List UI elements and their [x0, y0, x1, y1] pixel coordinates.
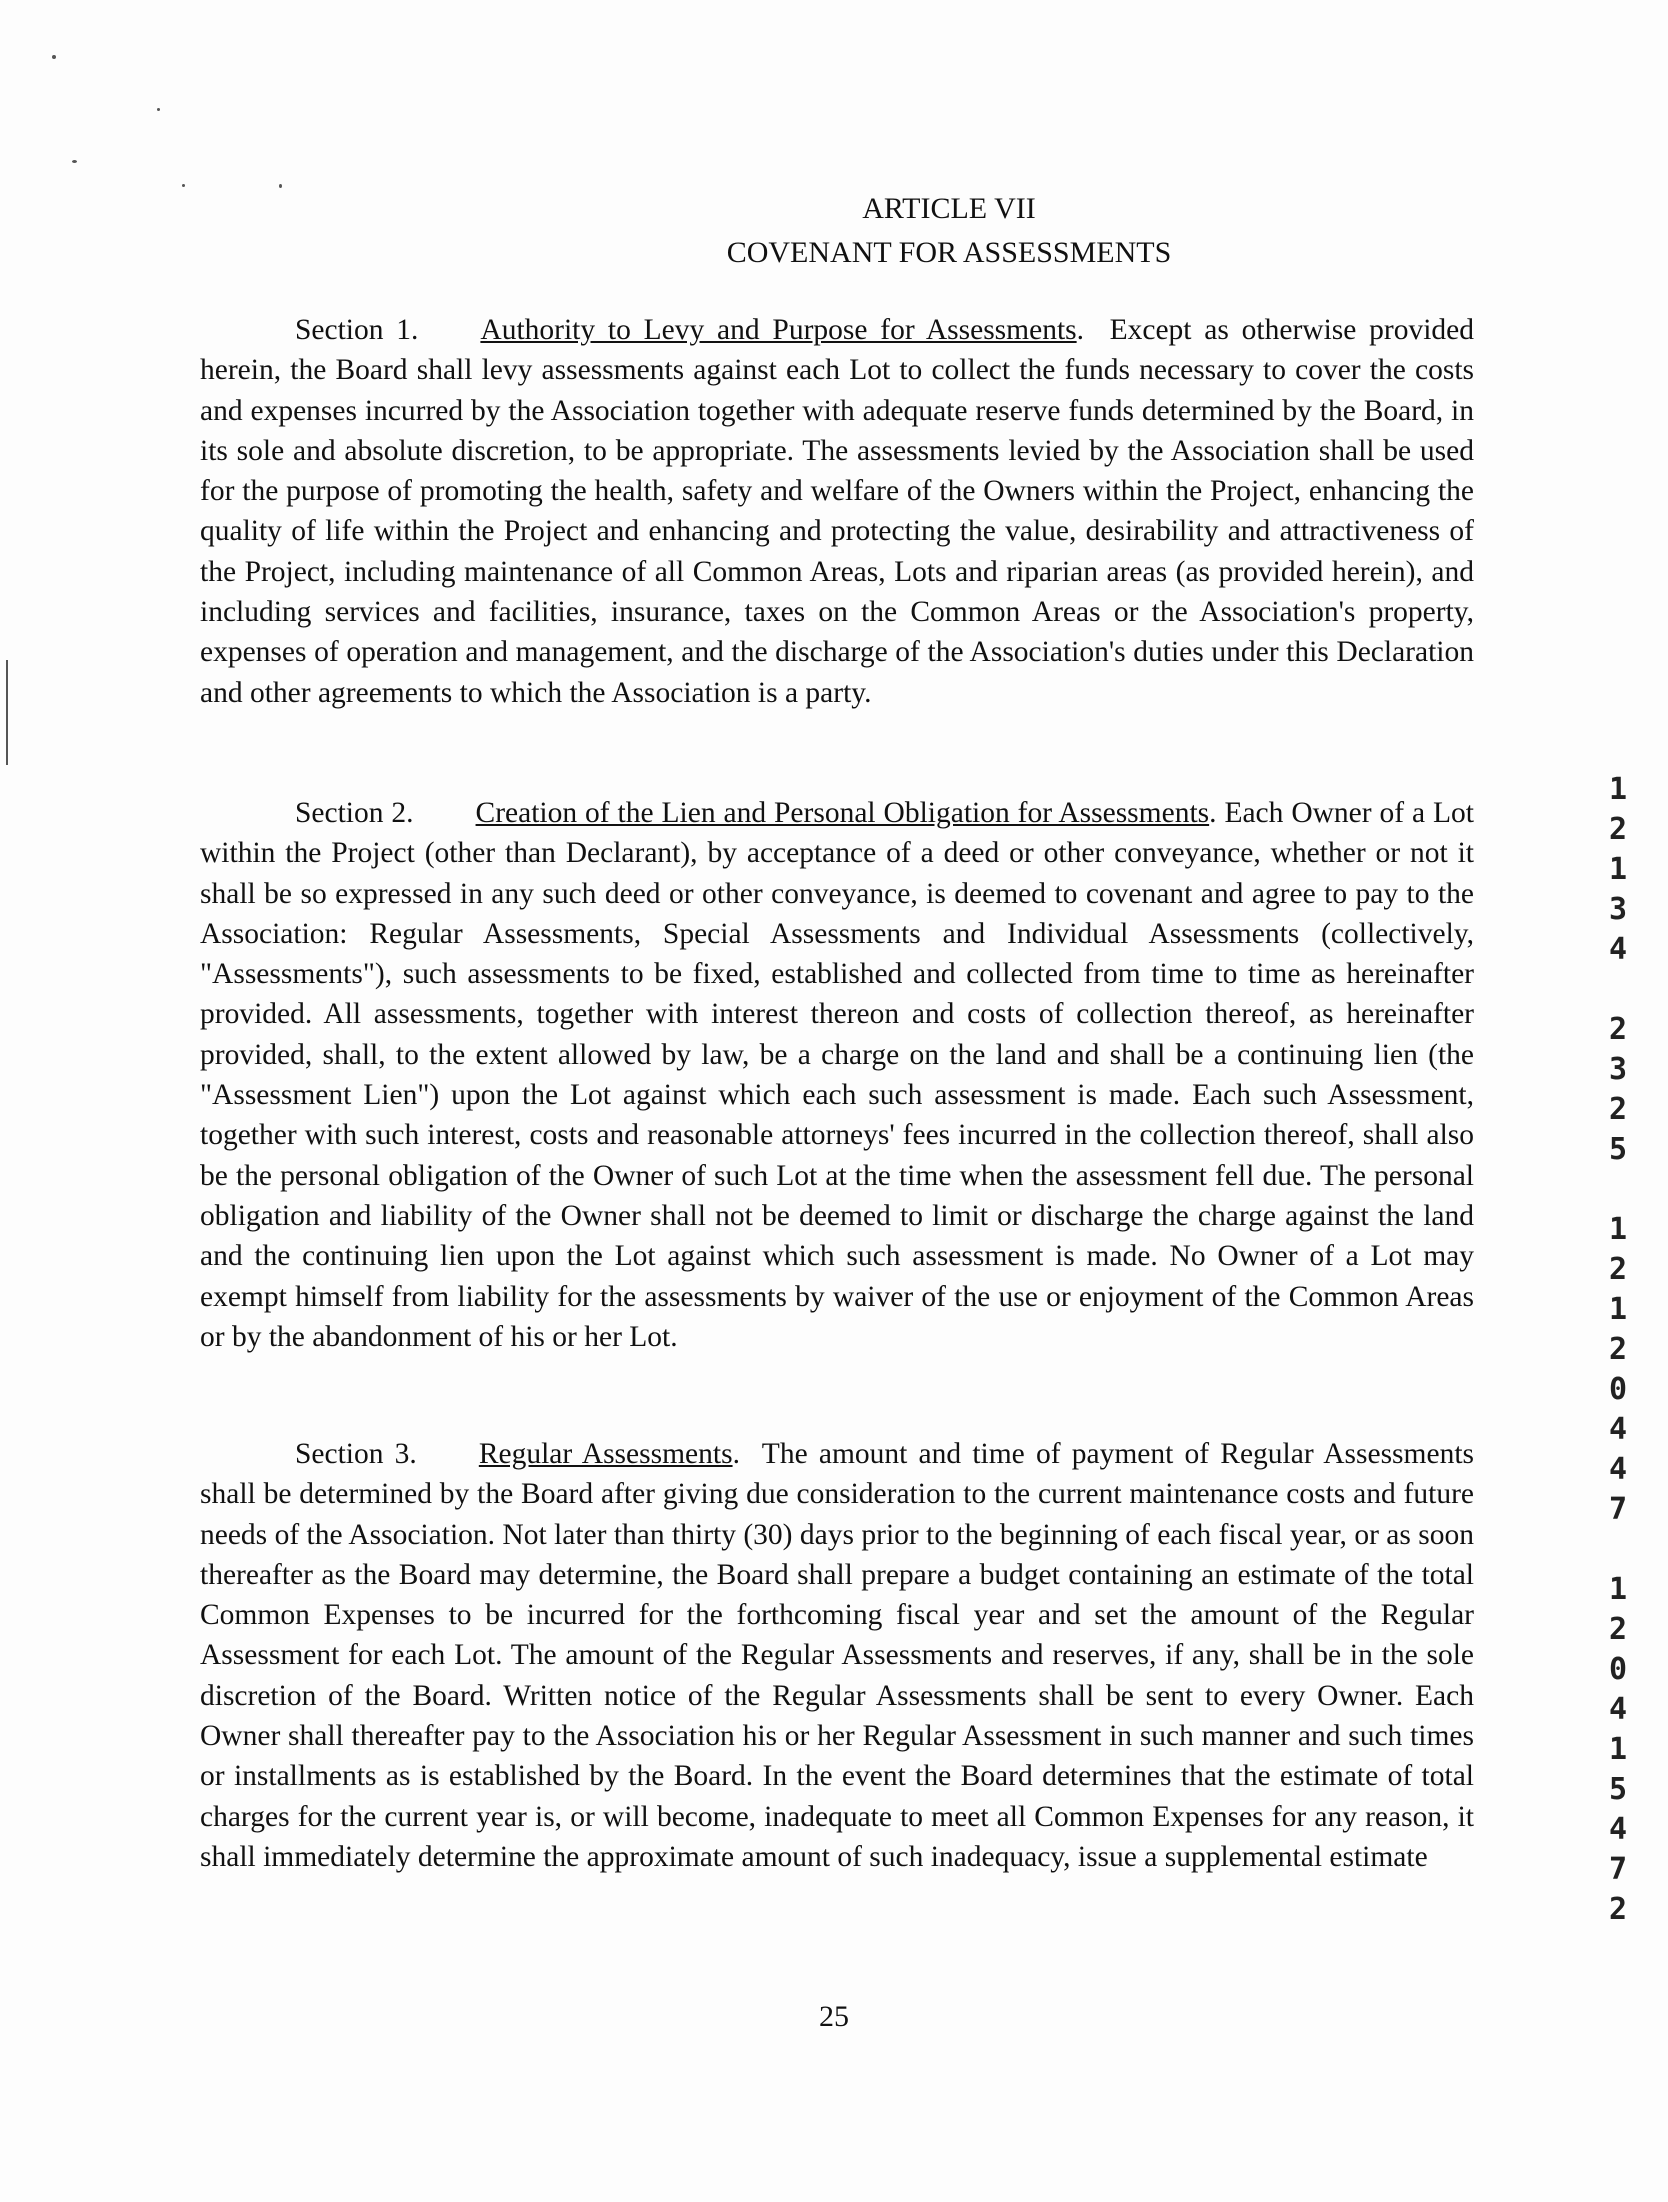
stamp-digit: 4 — [1608, 1692, 1628, 1727]
section-text: The amount and time of payment of Regular Assessments shall be determined by the Board after giving due consideration to the current maintenance costs and future needs of the Association. Not later than thirty (30) days prior to the beginning of each fiscal year, or as soon thereafter as the Board may determine, the Board shall prepare a budget containing an estimate of the total Common Expenses to be incurred for the forthcoming fiscal year and set the amount of the Regular Assessment for each Lot. The amount of the Regular Assessments and reserves, if any, shall be in the sole discretion of the Board. Written notice of the Regular Assessments shall be sent to every Owner. Each Owner shall thereafter pay to the Association his or her Regular Assessment in such manner and such times or installments as is established by the Board. In the event the Board determines that the estimate of total charges for the current year is, or will become, inadequate to meet all Common Expenses for any reason, it shall immediately determine the approximate amount of such inadequacy, issue a supplemental estimate — [200, 1438, 1474, 1873]
section-2 — [200, 793, 1474, 1357]
stamp-digit: 2 — [1608, 1612, 1628, 1647]
stamp-digit: 3 — [1608, 1052, 1628, 1087]
scan-speck — [52, 55, 56, 59]
stamp-digit — [1598, 1170, 1638, 1210]
article-heading — [0, 187, 1668, 275]
stamp-digit: 1 — [1608, 1292, 1628, 1327]
stamp-digit: 2 — [1608, 812, 1628, 847]
section-title: Authority to Levy and Purpose for Assessments — [480, 314, 1077, 346]
stamp-digit: 2 — [1608, 1252, 1628, 1287]
stamp-digit: 1 — [1608, 772, 1628, 807]
scan-speck — [157, 108, 160, 111]
stamp-digit: 7 — [1608, 1492, 1628, 1527]
stamp-digit: 4 — [1608, 1412, 1628, 1447]
stamp-digit: 5 — [1608, 1132, 1628, 1167]
section-1 — [200, 310, 1474, 713]
section-number: Section 2. — [295, 797, 414, 829]
stamp-digit — [1598, 970, 1638, 1010]
section-number: Section 1. — [295, 314, 419, 346]
stamp-digit: 3 — [1608, 892, 1628, 927]
section-text: Each Owner of a Lot within the Project (other than Declarant), by acceptance of a deed or other conveyance, whether or not it shall be so expressed in any such deed or other conveyance, is deemed to covenant and agree to pay to the Association: Regular Assessments, Special Assessments and Individual Assessments (collectively, "Assessments"), such assessments to be fixed, established and collected from time to time as hereinafter provided. All assessments, together with interest thereon and costs of collection thereof, as hereinafter provided, shall, to the extent allowed by law, be a charge on the land and shall be a continuing lien (the "Assessment Lien") upon the Lot against which each such assessment is made. Each such Assessment, together with such interest, costs and reasonable attorneys' fees incurred in the collection thereof, shall also be the personal obligation of the Owner of such Lot at the time when the assessment fell due. The personal obligation and liability of the Owner shall not be deemed to limit or discharge the charge against the land and the continuing lien upon the Lot against which such assessment is made. No Owner of a Lot may exempt himself from liability for the assessments by waiver of the use or enjoyment of the Common Areas or by the abandonment of his or her Lot. — [200, 797, 1474, 1353]
section-paragraph: Section 2. Creation of the Lien and Personal Obligation for Assessments. Each Owner of a Lot within the Project (other than Declarant), by acceptance of a deed or other conveyance, whether or not it shall be so expressed in any such deed or other conveyance, is deemed to covenant and agree to pay to the Association: Regular Assessments, Special Assessments and Individual Assessments (collectively, "Assessments"), such assessments to be fixed, established and collected from time to time as hereinafter provided. All assessments, together with interest thereon and costs of collection thereof, as hereinafter provided, shall, to the extent allowed by law, be a charge on the land and shall be a continuing lien (the "Assessment Lien") upon the Lot against which each such assessment is made. Each such Assessment, together with such interest, costs and reasonable attorneys' fees incurred in the collection thereof, shall also be the personal obligation of the Owner of such Lot at the time when the assessment fell due. The personal obligation and liability of the Owner shall not be deemed to limit or discharge the charge against the land and the continuing lien upon the Lot against which such assessment is made. No Owner of a Lot may exempt himself from liability for the assessments by waiver of the use or enjoyment of the Common Areas or by the abandonment of his or her Lot. — [200, 797, 1474, 1353]
stamp-digit: 2 — [1608, 1012, 1628, 1047]
stamp-digit: 4 — [1608, 932, 1628, 967]
stamp-digit: 0 — [1608, 1652, 1628, 1687]
stamp-digit — [1598, 1530, 1638, 1570]
stamp-digit: 1 — [1608, 1212, 1628, 1247]
stamp-digit: 7 — [1608, 1852, 1628, 1887]
section-paragraph: Section 3. Regular Assessments. The amount and time of payment of Regular Assessments shall be determined by the Board after giving due consideration to the current maintenance costs and future needs of the Association. Not later than thirty (30) days prior to the beginning of each fiscal year, or as soon thereafter as the Board may determine, the Board shall prepare a budget containing an estimate of the total Common Expenses to be incurred for the forthcoming fiscal year and set the amount of the Regular Assessment for each Lot. The amount of the Regular Assessments and reserves, if any, shall be in the sole discretion of the Board. Written notice of the Regular Assessments shall be sent to every Owner. Each Owner shall thereafter pay to the Association his or her Regular Assessment in such manner and such times or installments as is established by the Board. In the event the Board determines that the estimate of total charges for the current year is, or will become, inadequate to meet all Common Expenses for any reason, it shall immediately determine the approximate amount of such inadequacy, issue a supplemental estimate — [200, 1438, 1474, 1873]
scan-binder-line — [6, 660, 8, 765]
stamp-digit: 1 — [1608, 852, 1628, 887]
scan-speck — [72, 160, 77, 163]
section-number: Section 3. — [295, 1438, 417, 1470]
section-title: Creation of the Lien and Personal Obligation for Assessments — [475, 797, 1210, 829]
stamp-digit: 4 — [1608, 1452, 1628, 1487]
stamp-digit: 2 — [1608, 1892, 1628, 1927]
stamp-digit: 1 — [1608, 1572, 1628, 1607]
article-title: COVENANT FOR ASSESSMENTS — [726, 236, 1172, 269]
section-text: Except as otherwise provided herein, the Board shall levy assessments against each Lot to collect the funds necessary to cover the costs and expenses incurred by the Association together with adequate reserve funds determined by the Board, in its sole and absolute discretion, to be appropriate. The assessments levied by the Association shall be used for the purpose of promoting the health, safety and welfare of the Owners within the Project, enhancing the quality of life within the Project and enhancing and protecting the value, desirability and attractiveness of the Project, including maintenance of all Common Areas, Lots and riparian areas (as provided herein), and including services and facilities, insurance, taxes on the Common Areas or the Association's property, expenses of operation and management, and the discharge of the Association's duties under this Declaration and other agreements to which the Association is a party. — [200, 314, 1474, 709]
stamp-digit: 2 — [1608, 1332, 1628, 1367]
section-paragraph: Section 1. Authority to Levy and Purpose for Assessments. Except as otherwise provided herein, the Board shall levy assessments against each Lot to collect the funds necessary to cover the costs and expenses incurred by the Association together with adequate reserve funds determined by the Board, in its sole and absolute discretion, to be appropriate. The assessments levied by the Association shall be used for the purpose of promoting the health, safety and welfare of the Owners within the Project, enhancing the quality of life within the Project and enhancing and protecting the value, desirability and attractiveness of the Project, including maintenance of all Common Areas, Lots and riparian areas (as provided herein), and including services and facilities, insurance, taxes on the Common Areas or the Association's property, expenses of operation and management, and the discharge of the Association's duties under this Declaration and other agreements to which the Association is a party. — [200, 314, 1474, 709]
stamp-digit: 2 — [1608, 1092, 1628, 1127]
page-number — [0, 2000, 1668, 2034]
section-title: Regular Assessments — [478, 1438, 733, 1470]
stamp-digit: 4 — [1608, 1812, 1628, 1847]
stamp-digit: 1 — [1608, 1732, 1628, 1767]
stamp-digit: 5 — [1608, 1772, 1628, 1807]
recording-number-stamp — [1598, 770, 1638, 1930]
article-number: ARTICLE VII — [862, 192, 1036, 225]
section-3 — [200, 1434, 1474, 1877]
page-number-text: 25 — [819, 2000, 849, 2033]
stamp-digit: 0 — [1608, 1372, 1628, 1407]
